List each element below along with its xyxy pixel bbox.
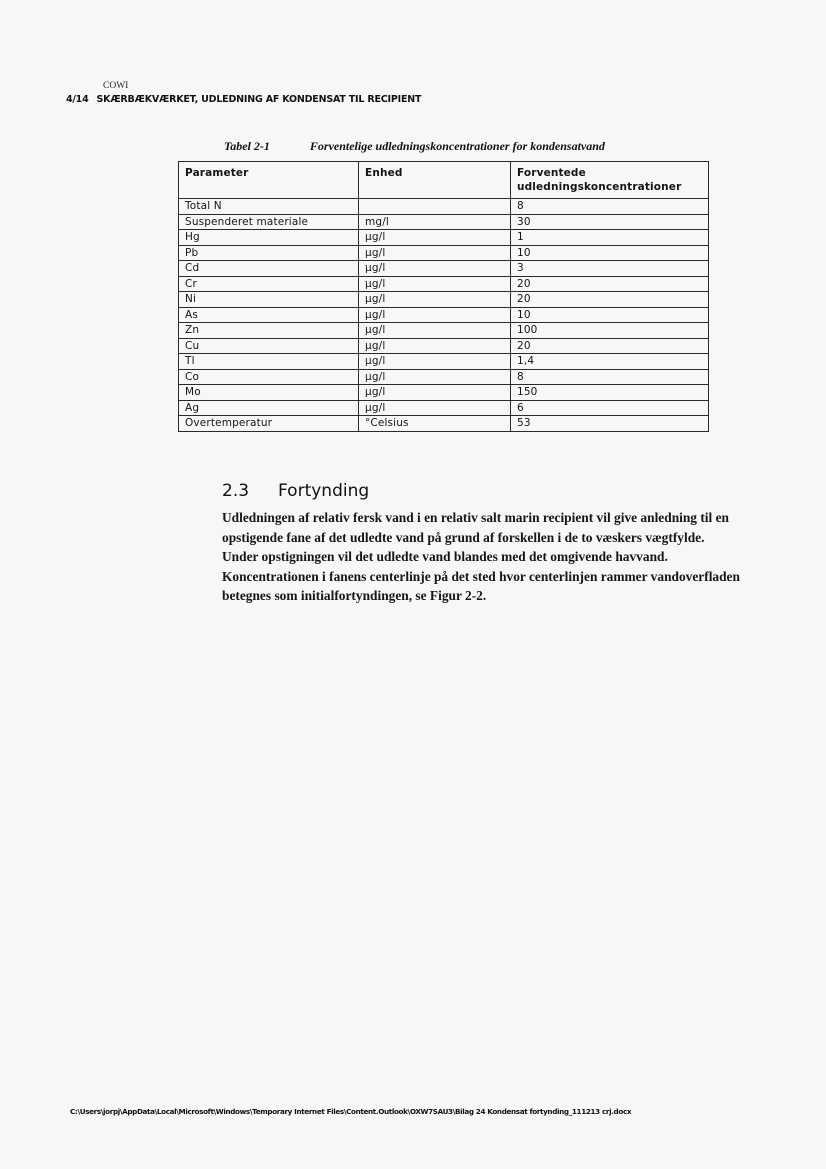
cell-parameter: Ni xyxy=(179,292,359,308)
table-row xyxy=(179,292,709,308)
cell-concentration: 1,4 xyxy=(511,354,709,370)
paragraph-line: opstigende fane af det udledte vand på grund af forskellen i de to væskers vægtfylde. xyxy=(222,529,705,545)
cell-parameter: Cd xyxy=(179,261,359,277)
table-row xyxy=(179,338,709,354)
footer-file-path: C:\Users\jorpj\AppData\Local\Microsoft\Windows\Temporary Internet Files\Content.Outlook\OXW7SAU3\Bilag 24 Kondensat fortynding_111213 crj.docx xyxy=(70,1107,632,1116)
paragraph-line: Under opstigningen vil det udledte vand blandes med det omgivende havvand. xyxy=(222,549,668,565)
cell-parameter: Mo xyxy=(179,385,359,401)
cell-unit: µg/l xyxy=(359,261,511,277)
table-row xyxy=(179,416,709,432)
page-number: 4/14 xyxy=(66,94,89,105)
cell-concentration: 30 xyxy=(511,214,709,230)
cell-concentration: 10 xyxy=(511,245,709,261)
table-row xyxy=(179,230,709,246)
section-heading xyxy=(222,481,369,501)
cell-parameter: Total N xyxy=(179,199,359,215)
cell-concentration: 100 xyxy=(511,323,709,339)
cell-parameter: Pb xyxy=(179,245,359,261)
section-paragraph xyxy=(222,508,762,606)
paragraph-line: betegnes som initialfortyndingen, se Figur 2-2. xyxy=(222,588,487,604)
table-row xyxy=(179,323,709,339)
cell-parameter: Suspenderet materiale xyxy=(179,214,359,230)
cell-unit: µg/l xyxy=(359,338,511,354)
section-title: Fortynding xyxy=(278,481,370,501)
cell-concentration: 20 xyxy=(511,292,709,308)
cell-unit: µg/l xyxy=(359,292,511,308)
cell-parameter: Hg xyxy=(179,230,359,246)
header-line xyxy=(66,94,421,105)
table-row xyxy=(179,400,709,416)
cell-unit: µg/l xyxy=(359,323,511,339)
paragraph-line: Udledningen af relativ fersk vand i en relativ salt marin recipient vil give anledning til en xyxy=(222,510,729,525)
table-row xyxy=(179,385,709,401)
cell-parameter: Tl xyxy=(179,354,359,370)
cell-parameter: Cu xyxy=(179,338,359,354)
cell-concentration: 8 xyxy=(511,369,709,385)
cell-concentration: 10 xyxy=(511,307,709,323)
header-company: COWI xyxy=(103,81,129,91)
cell-unit: µg/l xyxy=(359,245,511,261)
cell-concentration: 20 xyxy=(511,338,709,354)
cell-unit: mg/l xyxy=(359,214,511,230)
cell-unit: µg/l xyxy=(359,400,511,416)
table-row xyxy=(179,214,709,230)
cell-concentration: 53 xyxy=(511,416,709,432)
column-header-unit: Enhed xyxy=(359,162,511,199)
document-title: SKÆRBÆKVÆRKET, UDLEDNING AF KONDENSAT TIL RECIPIENT xyxy=(96,94,422,105)
cell-concentration: 6 xyxy=(511,400,709,416)
cell-parameter: As xyxy=(179,307,359,323)
table-header-row xyxy=(179,162,709,199)
cell-parameter: Co xyxy=(179,369,359,385)
table-row xyxy=(179,307,709,323)
cell-unit: µg/l xyxy=(359,276,511,292)
table-row xyxy=(179,276,709,292)
cell-parameter: Overtemperatur xyxy=(179,416,359,432)
cell-parameter: Zn xyxy=(179,323,359,339)
column-header-parameter: Parameter xyxy=(179,162,359,199)
cell-parameter: Cr xyxy=(179,276,359,292)
table-caption xyxy=(224,139,605,154)
paragraph-line: Koncentrationen i fanens centerlinje på det sted hvor centerlinjen rammer vandoverfladen xyxy=(222,568,740,584)
cell-unit: µg/l xyxy=(359,354,511,370)
table-row xyxy=(179,369,709,385)
table-caption-label: Tabel 2-1 xyxy=(224,139,270,153)
column-header-concentration-line1: Forventede xyxy=(517,167,586,179)
table-row xyxy=(179,261,709,277)
table-row xyxy=(179,245,709,261)
cell-concentration: 1 xyxy=(511,230,709,246)
cell-unit: µg/l xyxy=(359,385,511,401)
cell-concentration: 8 xyxy=(511,199,709,215)
table-body xyxy=(179,199,709,432)
table-caption-title: Forventelige udledningskoncentrationer for kondensatvand xyxy=(309,139,605,153)
cell-concentration: 150 xyxy=(511,385,709,401)
table-row xyxy=(179,199,709,215)
cell-unit: µg/l xyxy=(359,307,511,323)
table-row xyxy=(179,354,709,370)
cell-unit: °Celsius xyxy=(359,416,511,432)
cell-unit: µg/l xyxy=(359,369,511,385)
concentration-table xyxy=(178,161,709,432)
column-header-concentration xyxy=(511,162,709,199)
column-header-concentration-line2: udledningskoncentrationer xyxy=(517,181,682,193)
section-number: 2.3 xyxy=(222,481,250,501)
cell-unit xyxy=(359,199,511,215)
cell-concentration: 3 xyxy=(511,261,709,277)
cell-concentration: 20 xyxy=(511,276,709,292)
cell-parameter: Ag xyxy=(179,400,359,416)
cell-unit: µg/l xyxy=(359,230,511,246)
